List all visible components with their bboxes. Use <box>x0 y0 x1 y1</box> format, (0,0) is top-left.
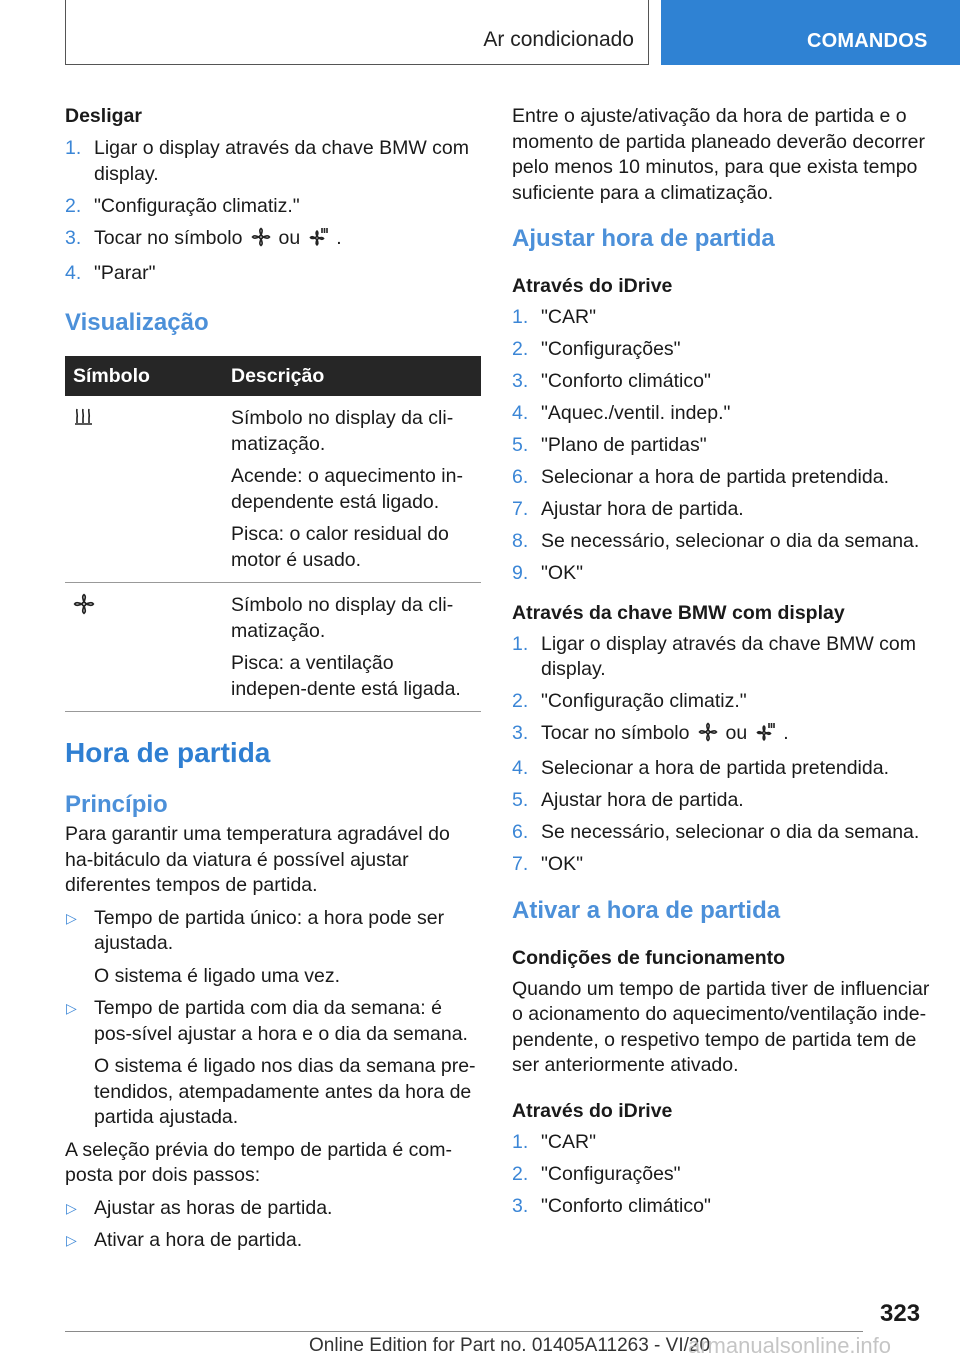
start-time-types <box>65 906 481 1131</box>
list-item: 2. "Configurações" <box>512 1162 681 1185</box>
watermark: armanualsonline.info <box>688 1333 892 1358</box>
list-item: 1. "CAR" <box>512 306 597 328</box>
ventilation-fan-icon <box>698 722 718 750</box>
header-tab-label: COMANDOS <box>807 30 928 52</box>
selecao-text: A seleção prévia do tempo de partida é com-posta por dois passos: <box>65 1138 452 1186</box>
triangle-bullet-icon: ▷ <box>66 1000 77 1016</box>
list-item: 7. Ajustar hora de partida. <box>512 498 744 520</box>
list-item: 1. Ligar o display através da chave BMW com display. <box>512 632 916 680</box>
list-item: 6. Se necessário, selecionar o dia da semana. <box>512 821 920 843</box>
list-item: 2. "Configurações" <box>512 338 681 360</box>
ventilation-fan-icon <box>73 598 95 620</box>
ventilation-heat-icon <box>308 227 328 255</box>
table-row: Símbolo no display da cli-matização. Pisca: a ventilação indepen-dente está ligada. <box>65 583 481 712</box>
idrive-steps <box>512 305 930 587</box>
condicoes-text: Quando um tempo de partida tiver de influenciar o acionamento do aquecimento/ventilação inde-pendente, o respetivo tempo de partida tem de ser anteriormente ativado. <box>512 977 930 1076</box>
triangle-bullet-icon: ▷ <box>66 1199 77 1216</box>
list-item: ▷ Ativar a hora de partida. <box>65 1228 481 1254</box>
page-number: 323 <box>880 1300 921 1327</box>
list-item: ▷ Tempo de partida único: a hora pode ser ajustada. O sistema é ligado uma vez. <box>66 906 445 987</box>
list-item: 5. Ajustar hora de partida. <box>512 789 744 811</box>
table-header-description: Descrição <box>223 356 481 396</box>
chave-steps <box>512 632 930 878</box>
header-tab <box>661 0 960 65</box>
idrive2-heading: Através do iDrive <box>512 1099 673 1122</box>
desligar-heading: Desligar <box>65 105 142 127</box>
principio-heading: Princípio <box>65 791 168 818</box>
ventilation-fan-icon <box>251 227 271 255</box>
list-item: ▷ Ajustar as horas de partida. <box>65 1196 481 1222</box>
ajustar-heading: Ajustar hora de partida <box>512 225 775 252</box>
chave-heading: Através da chave BMW com display <box>512 601 845 624</box>
desligar-steps <box>65 136 481 286</box>
list-item: 3. "Conforto climático" <box>512 370 711 392</box>
list-item: 1. Ligar o display através da chave BMW com display. <box>65 137 469 185</box>
hora-partida-heading: Hora de partida <box>65 737 271 768</box>
table-row: Símbolo no display da cli-matização. Acende: o aquecimento in-dependente está ligado. Pisca: o calor residual do motor é usado. <box>65 396 481 583</box>
list-item: 2. "Configuração climatiz." <box>512 690 747 712</box>
left-column <box>65 100 481 1261</box>
list-item: 6. Selecionar a hora de partida pretendida. <box>512 466 889 488</box>
list-item: 3. Tocar no símbolo ou . <box>65 226 481 255</box>
heating-symbol-icon <box>73 411 95 433</box>
condicoes-heading: Condições de funcionamento <box>512 946 786 969</box>
list-item: 3. Tocar no símbolo ou . <box>512 721 930 750</box>
list-item: 4. "Parar" <box>65 261 156 284</box>
list-item: 8. Se necessário, selecionar o dia da semana. <box>512 530 920 552</box>
footer-divider <box>65 1331 863 1332</box>
ativar-heading: Ativar a hora de partida <box>512 896 781 924</box>
symbol-table <box>65 356 481 712</box>
right-column <box>512 100 930 1226</box>
visualizacao-heading: Visualização <box>65 309 209 336</box>
list-item: 5. "Plano de partidas" <box>512 434 707 456</box>
triangle-bullet-icon: ▷ <box>66 1232 77 1248</box>
list-item: 7. "OK" <box>512 853 584 875</box>
list-item: ▷ Tempo de partida com dia da semana: é pos-sível ajustar a hora e o dia da semana. O sistema é ligado nos dias da semana pre-tendidos, atempadamente antes da hora de partida ajustada. <box>66 997 476 1128</box>
footer-edition: Online Edition for Part no. 01405A11263 - VI/20 <box>309 1335 711 1356</box>
list-item: 4. "Aquec./ventil. indep." <box>512 402 731 424</box>
principio-intro: Para garantir uma temperatura agradável do ha-bitáculo da viatura é possível ajustar diferentes tempos de partida. <box>65 823 450 896</box>
list-item: 2. "Configuração climatiz." <box>65 194 300 217</box>
idrive-heading: Através do iDrive <box>512 275 673 297</box>
triangle-bullet-icon: ▷ <box>66 909 77 926</box>
table-header-symbol: Símbolo <box>65 356 223 396</box>
idrive2-steps <box>512 1130 930 1220</box>
list-item: 3. "Conforto climático" <box>512 1194 711 1217</box>
list-item: 9. "OK" <box>512 562 584 584</box>
right-intro: Entre o ajuste/ativação da hora de partida e o momento de partida planeado deverão decorrer pelo menos 10 minutos, para que exista tempo suficiente para a climatização. <box>512 105 926 204</box>
list-item: 4. Selecionar a hora de partida pretendida. <box>512 757 889 779</box>
list-item: 1. "CAR" <box>512 1130 597 1153</box>
selecao-steps <box>65 1196 481 1254</box>
ventilation-heat-icon <box>755 722 775 750</box>
header-section-box <box>65 0 649 65</box>
header-section-title: Ar condicionado <box>483 28 634 51</box>
